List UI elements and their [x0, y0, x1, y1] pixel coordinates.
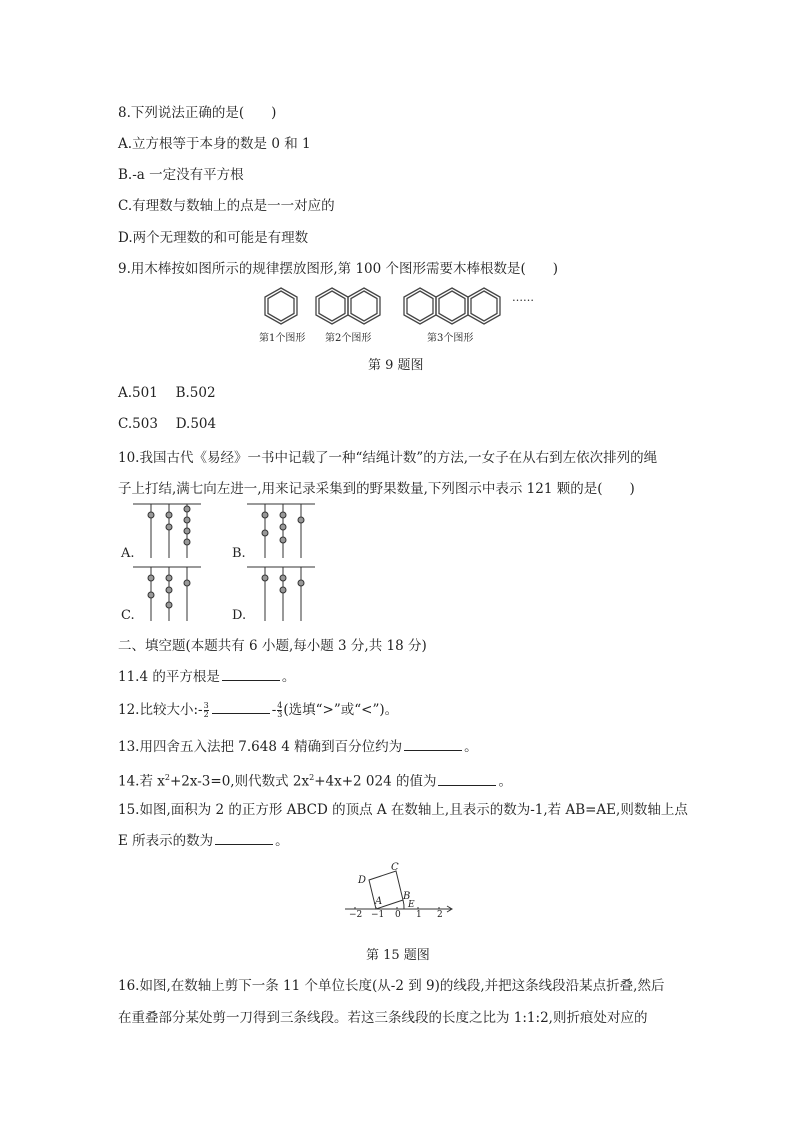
q9-ellipsis: ……: [512, 291, 534, 304]
q14: 14.若 $x^2+2x-3=0$,则代数式 $2x^2+4x+2$ 024 的值为 。: [118, 773, 512, 790]
q15-tick-0: 0: [395, 910, 401, 920]
q16-line2: 在重叠部分某处剪一刀得到三条线段。若这三条线段的长度之比为 1:1:2,则折痕处对应的: [118, 1010, 648, 1026]
q10-label-c: C.: [121, 608, 135, 623]
q15-label-a: A: [375, 896, 383, 907]
q12-answer-blank[interactable]: [212, 701, 270, 714]
q10-stem-line2: 子上打结,满七向左进一,用来记录采集到的野果数量,下列图示中表示 121 颗的是( ): [118, 481, 635, 497]
hexagon-2a: [316, 288, 348, 324]
q8-option-b: B.-a 一定没有平方根: [118, 167, 244, 183]
q15-label-c: C: [391, 862, 399, 873]
q13-answer-blank[interactable]: [404, 738, 462, 751]
q15-label-d: D: [358, 875, 367, 886]
q15-label-b: B: [403, 891, 411, 902]
hexagon-3a: [404, 288, 436, 324]
q11: 11.4 的平方根是 。: [118, 669, 296, 685]
q9-options-cd: C.503 D.504: [118, 416, 217, 432]
q10-stem-line1: 10.我国古代《易经》一书中记载了一种“结绳计数”的方法,一女子在从右到左依次排列的绳: [118, 450, 658, 466]
hexagon-3b: [436, 288, 468, 324]
q10-label-b: B.: [232, 546, 246, 561]
q9-fig1-label: 第1个图形: [259, 333, 306, 344]
q15-label-e: E: [408, 900, 415, 910]
hexagon-1: [265, 288, 297, 324]
q15-caption: 第 15 题图: [366, 948, 430, 963]
q10-knot-figure-d: [247, 563, 317, 623]
q11-text: 11.4 的平方根是: [118, 669, 220, 685]
q9-options-ab: A.501 B.502: [118, 385, 216, 401]
q12-fraction-1: $\frac{3}{2}$: [203, 701, 209, 719]
q12: 12.比较大小:- $\frac{3}{2}$ - $\frac{4}{3}$ (选填“>”或“<”)。: [118, 701, 399, 719]
q8-option-d: D.两个无理数的和可能是有理数: [118, 230, 309, 246]
q15-tick-neg2: −2: [349, 910, 363, 920]
q15-line1: 15.如图,面积为 2 的正方形 ABCD 的顶点 A 在数轴上,且表示的数为-1,若 AB=AE,则数轴上点: [118, 802, 688, 818]
q15-tick-2: 2: [437, 910, 443, 920]
q15-line2: E 所表示的数为 。: [118, 833, 289, 849]
section-fill-in-title: 二、填空题(本题共有 6 小题,每小题 3 分,共 18 分): [118, 638, 427, 654]
q12-fraction-2: $\frac{4}{3}$: [277, 701, 283, 719]
q10-knot-figure-b: [247, 500, 317, 560]
q9-fig2-label: 第2个图形: [325, 333, 372, 344]
q13-text: 13.用四舍五入法把 7.648 4 精确到百分位约为: [118, 739, 403, 755]
q10-label-d: D.: [232, 608, 247, 623]
q9-caption: 第 9 题图: [368, 358, 424, 373]
q16-line1: 16.如图,在数轴上剪下一条 11 个单位长度(从-2 到 9)的线段,并把这条线段沿某点折叠,然后: [118, 978, 665, 994]
q14-text: 14.若 x: [118, 773, 165, 790]
q15-answer-blank[interactable]: [215, 832, 273, 845]
q15-tick-1: 1: [416, 910, 422, 920]
q11-answer-blank[interactable]: [222, 668, 280, 681]
q8-stem: 8.下列说法正确的是( ): [118, 105, 277, 121]
q10-knot-figure-a: [133, 500, 203, 560]
hexagon-2b: [348, 288, 380, 324]
q8-option-a: A.立方根等于本身的数是 0 和 1: [118, 136, 311, 152]
q15-tick-neg1: −1: [371, 910, 385, 920]
q14-answer-blank[interactable]: [438, 773, 496, 786]
q9-stem: 9.用木棒按如图所示的规律摆放图形,第 100 个图形需要木棒根数是( ): [118, 261, 559, 277]
hexagon-3c: [468, 288, 500, 324]
q13: 13.用四舍五入法把 7.648 4 精确到百分位约为 。: [118, 739, 478, 755]
q9-fig3-label: 第3个图形: [427, 333, 474, 344]
q8-option-c: C.有理数与数轴上的点是一一对应的: [118, 198, 335, 214]
q12-text: 12.比较大小:-: [118, 702, 203, 718]
q10-label-a: A.: [121, 546, 135, 561]
q10-knot-figure-c: [133, 563, 203, 623]
